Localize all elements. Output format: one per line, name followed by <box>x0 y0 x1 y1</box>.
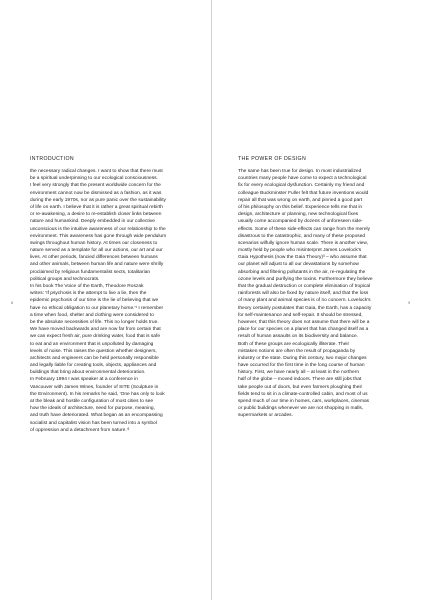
body-text <box>238 168 388 420</box>
text-line: Both of these groups are ecologically illiterate. Their <box>238 341 350 347</box>
text-line: repair all that was wrong on earth, and pinned a good part <box>238 197 363 203</box>
text-line: how the ideals of architecture, need for purpose, meaning, <box>30 406 155 412</box>
text-line: socialist and capitalist vision has been turned into a symbol <box>30 420 157 426</box>
text-line: scenarios wilfully ignore human scale. There is another view, <box>238 240 368 246</box>
text-line: history. First, we have nearly all – at least in the northern <box>238 370 360 376</box>
text-line: and truth have deteriorated. What began as an encompassing <box>30 413 163 419</box>
text-line: design, architecture or planning, new technological fixes <box>238 212 359 218</box>
text-line: environment. This awareness has gone through wide pendulum <box>30 233 167 239</box>
text-line: supermarkets or arcades. <box>238 413 293 419</box>
text-line: In his book The Voice of the Earth, Theodore Roszak <box>30 284 144 289</box>
text-line: In February 1994 I was speaker at a conference in <box>30 377 138 383</box>
text-line: of many plant and animal species is of no concern. Lovelock's <box>238 298 371 304</box>
text-line: lives. At other periods, fancied differences between humans <box>30 255 158 261</box>
text-line: the necessary radical changes. I want to show that there must <box>30 169 163 174</box>
text-line: our planet will adjust to all our devastations by somehow <box>238 262 359 268</box>
text-line: industry or the state. During this century, two major changes <box>238 355 367 361</box>
text-line: epidemic psychosis of our time is the lie of believing that we <box>30 298 159 304</box>
text-line: effects. Some of these side-effects can range from the merely <box>238 226 371 232</box>
text-line: place for our species on a planet that has changed itself as a <box>238 327 369 333</box>
text-line: levels of noise. This raises the question whether designers, <box>30 348 157 354</box>
text-line: during the early 1970s, nor as pure panic over the sustainability <box>30 197 166 203</box>
text-line: ozone levels and purifying the toxins. Furthermore they believe <box>238 276 373 282</box>
text-line: however, that this theory does not assume that there will be a <box>238 319 370 325</box>
text-line: be the absolute necessities of life. This no longer holds true. <box>30 319 159 325</box>
running-head: INTRODUCTION <box>30 156 74 162</box>
text-line: mistaken notions are often the result of propaganda by <box>238 348 356 354</box>
text-line: result of human assaults on its biodiversity and balance. <box>238 334 359 340</box>
text-line: countries many people have come to expect a technological <box>238 176 367 182</box>
text-line: mostly held by people who misinterpret James Lovelock's <box>238 248 362 254</box>
text-line: environment cannot now be dismissed as a fashion, as it was <box>30 190 162 196</box>
text-line: to eat and an environment that is unpolluted by damaging <box>30 341 154 347</box>
text-line: We have moved backwards and are now far from certain that <box>30 327 161 333</box>
text-line: of oppression and a detachment from nature.'² <box>30 427 130 433</box>
text-line: and legally liable for creating tools, objects, appliances and <box>30 363 157 369</box>
text-line: of life on earth. I believe that it is rather a great spiritual rebirth <box>30 204 164 210</box>
text-line: have occurred for the first time in the long course of human <box>238 363 365 369</box>
body-text <box>30 168 180 434</box>
text-line: at the bleak and hostile configuration of most cities to see <box>30 399 154 404</box>
text-line: spend much of our time in homes, cars, workplaces, cinemas <box>238 399 370 404</box>
text-line: architects and engineers can be held personally responsible <box>30 355 159 361</box>
text-line: that the gradual destruction or complete elimination of tropical <box>238 284 371 289</box>
text-line: Vancouver with James Wines, founder of SITE (Sculpture in <box>30 384 159 390</box>
text-line: disastrous to the catastrophic, and many of these proposed <box>238 233 366 239</box>
text-line: proclaimed by religious fundamentalist sects, totalitarian <box>30 269 151 275</box>
text-line: nature served as a template for all our actions, our art and our <box>30 248 163 254</box>
text-line: or re-awakening, a desire to re-establish closer links between <box>30 212 162 218</box>
text-line: Gaia Hypothesis (now the Gaia Theory)³ – who assume that <box>238 255 367 261</box>
running-head: THE POWER OF DESIGN <box>238 156 307 162</box>
text-line: fields tend to sit in a climate-controlled cabin, and most of us <box>238 391 368 397</box>
text-line: be a spiritual underpinning to our ecological consciousness. <box>30 176 158 182</box>
text-line: a time when food, shelter and clothing were considered to <box>30 312 154 318</box>
text-line: nature and humankind. Deeply embedded in our collective <box>30 219 155 225</box>
text-line: colleague Buckminster Fuller felt that future inventions would <box>238 190 369 196</box>
text-line: of his philosophy on this belief. Experience tells me that in <box>238 204 363 210</box>
text-line: theory certainly postulates that Gaia, the Earth, has a capacity <box>238 305 372 311</box>
text-line: the Environment). In his remarks he said, 'One has only to look <box>30 391 165 397</box>
text-line: we can expect fresh air, pure drinking water, food that is safe <box>30 334 161 340</box>
text-line: have no ethical obligation to our planetary home.'¹ I remember <box>30 305 164 311</box>
text-line: or public buildings whenever we are not shopping in malls, <box>238 406 364 412</box>
text-line: absorbing and filtering pollutants in the air, re-regulating the <box>238 269 366 275</box>
text-line: I feel very strongly that the present worldwide concern for the <box>30 183 161 189</box>
text-line: swings throughout human history. At times our closeness to <box>30 240 158 246</box>
text-line: political groups and technocrats. <box>30 276 100 282</box>
text-line: buildings that bring about environmental deterioration. <box>30 370 146 376</box>
text-line: half of the globe – moved indoors. There are still jobs that <box>238 377 362 383</box>
text-line: rainforests will also be fixed by nature itself, and that the loss <box>238 291 369 297</box>
right-page <box>212 0 424 600</box>
text-line: usually come accompanied by dozens of unforeseen side- <box>238 219 363 225</box>
text-line: unconscious is the intuitive awareness of our relationship to the <box>30 226 166 232</box>
text-line: and other animals, between human life and nature were shrilly <box>30 262 164 268</box>
page-number: 8 <box>11 300 14 305</box>
page-number: 9 <box>408 300 411 305</box>
text-line: writes: 'If psychosis is the attempt to live a lie, then the <box>30 291 147 297</box>
text-line: The same has been true for design. In most industrialized <box>238 169 362 174</box>
text-line: take people out of doors, but even farmers ploughing their <box>238 384 363 390</box>
text-line: fix for every ecological dysfunction. Certainly my friend and <box>238 183 365 189</box>
text-line: for self-maintenance and self-repair. It should be stressed, <box>238 312 363 318</box>
